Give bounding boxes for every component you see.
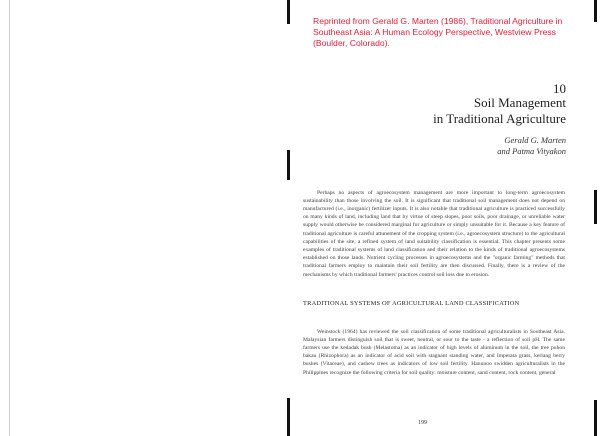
- crop-mark-top-right: [594, 0, 597, 22]
- author-line-2: and Patma Vityakon: [497, 146, 566, 156]
- section-paragraph: Weinstock (1964) has reviewed the soil classification of some traditional agriculturalists in Southeast Asia. Malaysian farmers distinguish soil that is sweet, neutral, or sour to the taste - a reflection of soil pH. The same farmers use the kedadak bush (Melastoma) as an indicator of high levels of aluminum in the soil, the tree puhon bakau (Rhizophora) as an indicator of acid soil with stagnant standing water, and Imperata grass, kerlang berry bushes (Vitaceae), and cashew trees as indicators of low soil fertility. Hanunoo swidden agriculturalists in the Philippines recognize the following criteria for soil quality: moisture content, sand content, rock content, general: [303, 328, 565, 376]
- chapter-title: [433, 95, 566, 127]
- chapter-title-line-2: in Traditional Agriculture: [433, 111, 566, 126]
- page-number: 199: [418, 420, 427, 426]
- crop-mark-top-left: [287, 0, 290, 24]
- crop-mark-bottom-right: [594, 400, 597, 436]
- section-heading: TRADITIONAL SYSTEMS OF AGRICULTURAL LAND CLASSIFICATION: [303, 300, 520, 307]
- intro-paragraph: Perhaps no aspects of agroecosystem management are more important to long-term agroecosystem sustainability than those involving the soil. It is significant that traditional soil management does not depend on manufactured (i.e., inorganic) fertilizer inputs. It is also notable that traditional agriculture is practiced successfully on many kinds of land, including land that by virtue of steep slopes, poor soils, poor drainage, or unreliable water supply would otherwise be considered marginal for agriculture or simply unsuitable for it. Because a key feature of traditional agriculture is careful attunement of the cropping system (i.e., agroecosystem structure) to the agricultural capabilities of the site, a refined system of land suitability classification is essential. This chapter presents some examples of traditional systems of land classification and their relation to the kinds of traditional agroecosystems established on those lands. Nutrient cycling processes in agroecosystems and the "organic farming" methods that traditional farmers employ to maintain their soil fertility are then discussed. Finally, there is a review of the mechanisms by which traditional farmers' practices control soil loss due to erosion.: [303, 189, 565, 278]
- reprint-notice: Reprinted from Gerald G. Marten (1986), Traditional Agriculture in Southeast Asia: A Human Ecology Perspective, Westview Press (Boulder, Colorado).: [313, 16, 563, 48]
- chapter-authors: [497, 135, 566, 157]
- crop-mark-mid-right: [594, 190, 597, 224]
- author-line-1: Gerald G. Marten: [504, 135, 566, 145]
- crop-mark-bottom-left: [287, 398, 290, 436]
- chapter-title-line-1: Soil Management: [473, 95, 566, 110]
- left-page-edge: [9, 0, 10, 436]
- crop-mark-mid-left: [287, 150, 290, 180]
- chapter-number: 10: [553, 81, 566, 96]
